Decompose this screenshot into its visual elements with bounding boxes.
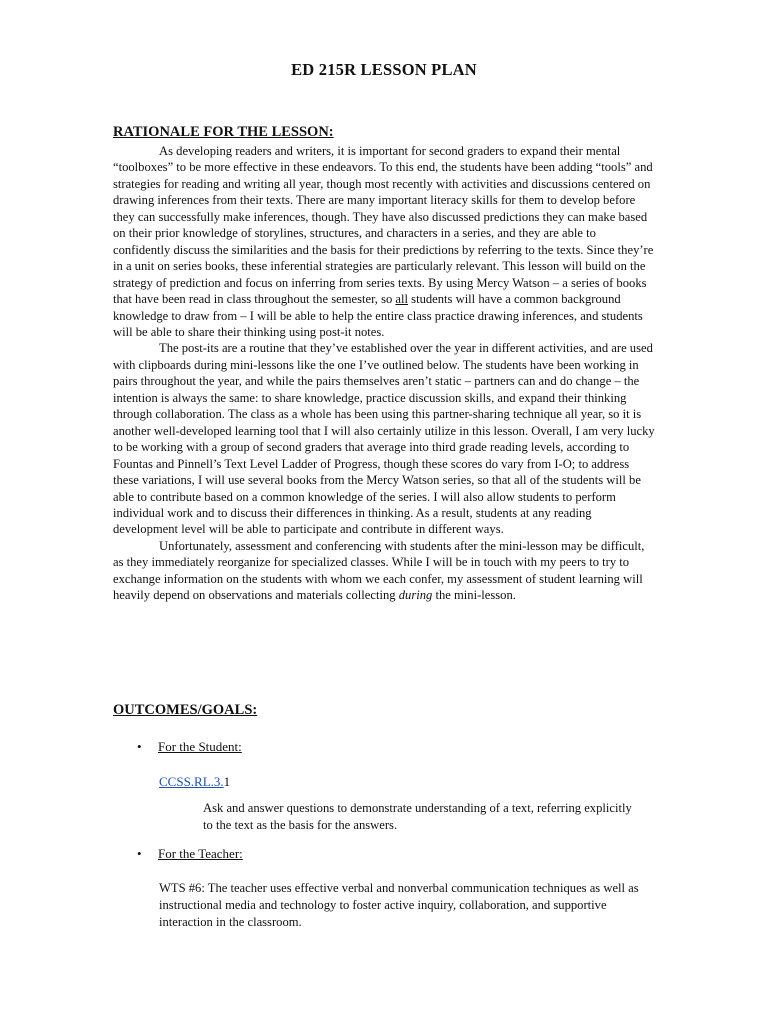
- ccss-suffix: 1: [223, 774, 231, 789]
- rationale-paragraph-3-text-end: the mini-lesson.: [432, 588, 516, 603]
- standard-text: Ask and answer questions to demonstrate understanding of a text, referring explicitly to the text as the basis for the answers.: [203, 801, 632, 832]
- rationale-heading: RATIONALE FOR THE LESSON:: [113, 124, 334, 140]
- rationale-paragraph-2: The post-its are a routine that they’ve established over the year in different activities, and are used with clipboards during mini-lessons like the one I’ve outlined below. The students have been working in pairs throughout the year, and while the pairs themselves aren’t static – partners can and do change – the intention is always the same: to share knowledge, practice discussion skills, and expand their thinking through collaboration. The class as a whole has been using this partner-sharing technique all year, so it is another well-developed learning tool that I will also certainly utilize in this lesson. Overall, I am very lucky to be working with a group of second graders that average into third grade reading levels, according to Fountas and Pinnell’s Text Level Ladder of Progress, though these scores do vary from I-O; to address these variations, I will use several books from the Mercy Watson series, so that all of the students will be able to contribute based on a common knowledge of the series. I will also allow students to perform individual work and to discuss their differences in thinking. As a result, students at any reading development level will be able to participate and contribute in different ways.: [113, 341, 655, 537]
- bullet-dot-icon: •: [137, 846, 142, 861]
- bullet-student: [137, 739, 242, 755]
- rationale-paragraph-1: [113, 143, 655, 340]
- italic-word-during: during: [398, 588, 433, 603]
- bullet-teacher: [137, 846, 243, 862]
- wts-text: WTS #6: The teacher uses effective verbal and nonverbal communication techniques as well as instructional media and technology to foster active inquiry, collaboration, and supportive interaction in the classroom.: [159, 881, 639, 929]
- underlined-word-all: all: [395, 292, 409, 307]
- rationale-paragraph-3-text: Unfortunately, assessment and conferencing with students after the mini-lesson may be difficult, as they immediately reorganize for specialized classes. While I will be in touch with my peers to try to exchange information on the students with whom we each confer, my assessment of student learning will heavily depend on observations and materials collecting: [113, 538, 645, 603]
- document-title: ED 215R LESSON PLAN: [291, 60, 477, 79]
- rationale-paragraph-3: [113, 538, 655, 604]
- rationale-body: [113, 143, 655, 604]
- ccss-reference: [159, 774, 230, 790]
- bullet-dot-icon: •: [137, 739, 142, 754]
- rationale-paragraph-1-text-end: students will have a common background knowledge to draw from – I will be able to help the entire class practice drawing inferences, and students will be able to share their thinking using post-it notes.: [113, 292, 643, 339]
- teacher-label: For the Teacher:: [158, 846, 243, 861]
- rationale-paragraph-1-text: As developing readers and writers, it is important for second graders to expand their mental “toolboxes” to be more effective in these endeavors. To this end, the students have been adding “tools” and strategies for reading and writing all year, though most recently with activities and discussions centered on drawing inferences from their texts. There are many important literacy skills for them to develop before they can successfully make inferences, though. They have also discussed predictions they can make based on their prior knowledge of storylines, structures, and characters in a series, and they are able to confidently discuss the similarities and the basis for their predictions by referring to the texts. Since they’re in a unit on series books, these inferential strategies are particularly relevant. This lesson will build on the strategy of prediction and focus on inferring from series texts. By using Mercy Watson – a series of books that have been read in class throughout the semester, so: [113, 144, 654, 307]
- outcomes-heading: OUTCOMES/GOALS:: [113, 702, 258, 718]
- student-label: For the Student:: [158, 739, 242, 754]
- ccss-link[interactable]: CCSS.RL.3.: [159, 774, 224, 789]
